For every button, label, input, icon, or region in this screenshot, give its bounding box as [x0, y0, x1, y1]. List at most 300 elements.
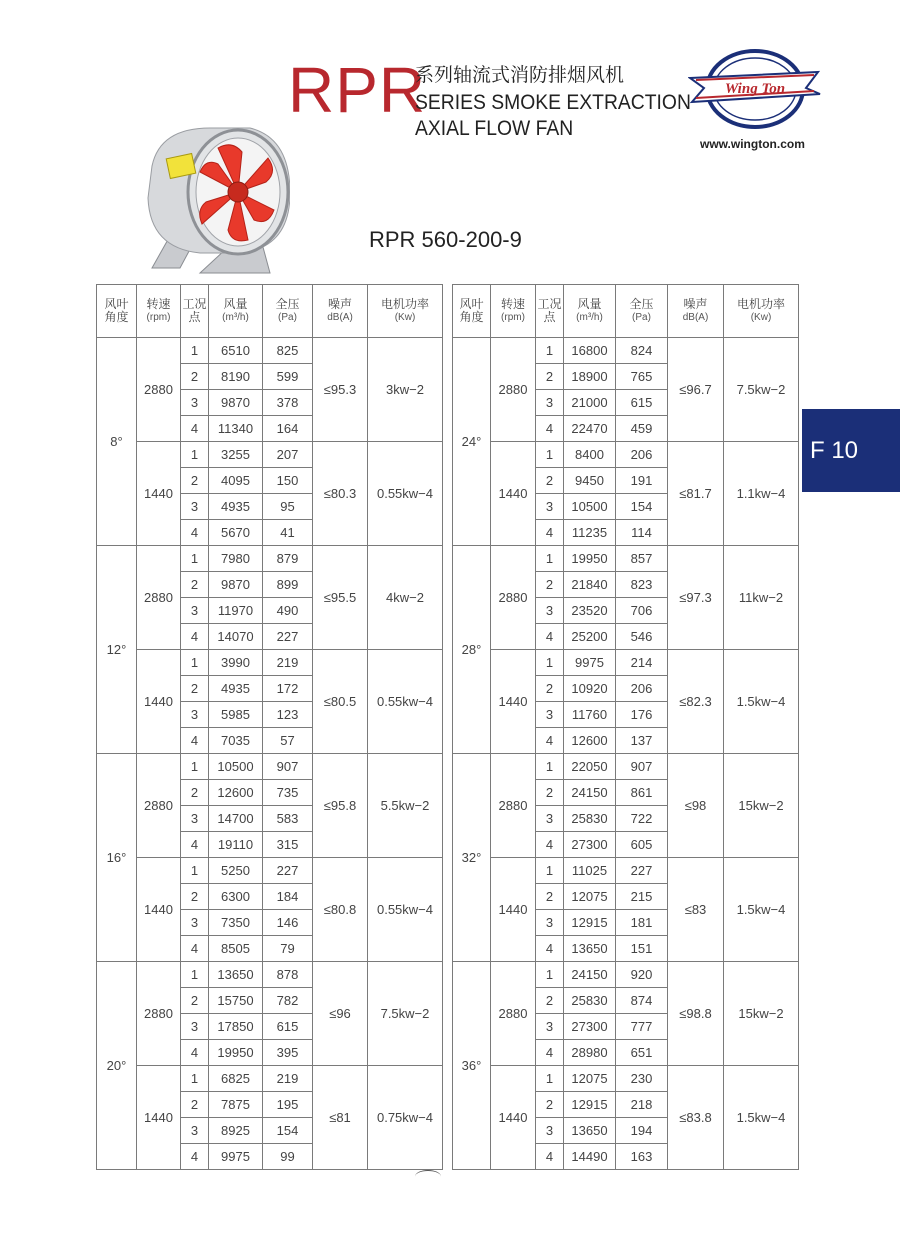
header-en-line1: SERIES SMOKE EXTRACTION	[415, 91, 691, 114]
pressure-cell: 765	[616, 364, 668, 390]
point-cell: 4	[536, 832, 564, 858]
point-cell: 1	[181, 442, 209, 468]
airflow-cell: 12600	[564, 728, 616, 754]
airflow-cell: 12075	[564, 1066, 616, 1092]
airflow-cell: 9450	[564, 468, 616, 494]
column-header	[209, 285, 263, 338]
spec-table-left	[96, 284, 443, 1170]
airflow-cell: 11970	[209, 598, 263, 624]
pressure-cell: 706	[616, 598, 668, 624]
pressure-cell: 907	[616, 754, 668, 780]
airflow-cell: 27300	[564, 832, 616, 858]
point-cell: 1	[536, 650, 564, 676]
column-header-cn: 风量	[223, 297, 248, 311]
column-header-cn: 工况	[182, 297, 207, 311]
speed-cell: 2880	[137, 338, 181, 442]
pressure-cell: 194	[616, 1118, 668, 1144]
point-cell: 1	[181, 338, 209, 364]
airflow-cell: 10500	[209, 754, 263, 780]
pressure-cell: 57	[263, 728, 313, 754]
point-cell: 4	[536, 936, 564, 962]
point-cell: 2	[181, 572, 209, 598]
pressure-cell: 151	[616, 936, 668, 962]
pressure-cell: 861	[616, 780, 668, 806]
point-cell: 4	[181, 1144, 209, 1170]
column-header	[564, 285, 616, 338]
column-header-cn: 电机功率	[736, 297, 785, 311]
point-cell: 1	[181, 546, 209, 572]
airflow-cell: 25830	[564, 806, 616, 832]
point-cell: 3	[536, 494, 564, 520]
point-cell: 3	[536, 702, 564, 728]
point-cell: 3	[181, 390, 209, 416]
airflow-cell: 21000	[564, 390, 616, 416]
pressure-cell: 546	[616, 624, 668, 650]
column-header-cn: 风叶	[459, 297, 484, 311]
airflow-cell: 17850	[209, 1014, 263, 1040]
pressure-cell: 79	[263, 936, 313, 962]
speed-cell: 1440	[491, 650, 536, 754]
airflow-cell: 21840	[564, 572, 616, 598]
point-cell: 1	[181, 962, 209, 988]
motor-power-cell: 7.5kw−2	[368, 962, 443, 1066]
column-header	[313, 285, 368, 338]
speed-cell: 1440	[137, 650, 181, 754]
speed-cell: 1440	[491, 1066, 536, 1170]
motor-power-cell: 1.5kw−4	[724, 1066, 799, 1170]
column-header-unit: (Pa)	[278, 312, 297, 323]
airflow-cell: 15750	[209, 988, 263, 1014]
airflow-cell: 12075	[564, 884, 616, 910]
table-row	[97, 962, 443, 988]
airflow-cell: 9870	[209, 572, 263, 598]
pressure-cell: 206	[616, 442, 668, 468]
column-header-cn: 风叶	[104, 297, 129, 311]
noise-cell: ≤83.8	[668, 1066, 724, 1170]
point-cell: 2	[536, 884, 564, 910]
airflow-cell: 24150	[564, 780, 616, 806]
pressure-cell: 777	[616, 1014, 668, 1040]
column-header-cn: 电机功率	[380, 297, 429, 311]
noise-cell: ≤80.5	[313, 650, 368, 754]
pressure-cell: 227	[263, 624, 313, 650]
point-cell: 2	[181, 468, 209, 494]
point-cell: 1	[536, 338, 564, 364]
point-cell: 2	[181, 780, 209, 806]
point-cell: 2	[181, 884, 209, 910]
column-header-unit: (Pa)	[632, 312, 651, 323]
pressure-cell: 857	[616, 546, 668, 572]
blade-angle-cell: 20°	[97, 962, 137, 1170]
table-row	[453, 962, 799, 988]
blade-angle-cell: 32°	[453, 754, 491, 962]
airflow-cell: 7035	[209, 728, 263, 754]
point-cell: 4	[536, 416, 564, 442]
motor-power-cell: 4kw−2	[368, 546, 443, 650]
airflow-cell: 8925	[209, 1118, 263, 1144]
section-tab: F 10	[802, 409, 900, 492]
header-row	[453, 285, 799, 338]
point-cell: 3	[536, 598, 564, 624]
speed-cell: 2880	[137, 962, 181, 1066]
pressure-cell: 150	[263, 468, 313, 494]
pressure-cell: 218	[616, 1092, 668, 1118]
column-header	[536, 285, 564, 338]
model-title: RPR 560-200-9	[369, 227, 522, 252]
speed-cell: 1440	[137, 858, 181, 962]
point-cell: 3	[181, 598, 209, 624]
motor-power-cell: 3kw−2	[368, 338, 443, 442]
airflow-cell: 13650	[564, 1118, 616, 1144]
point-cell: 2	[536, 1092, 564, 1118]
motor-power-cell: 1.1kw−4	[724, 442, 799, 546]
airflow-cell: 3990	[209, 650, 263, 676]
motor-power-cell: 11kw−2	[724, 546, 799, 650]
column-header	[453, 285, 491, 338]
spec-table-right	[452, 284, 799, 1170]
header-cn-title: 系列轴流式消防排烟风机	[415, 64, 625, 86]
airflow-cell: 22470	[564, 416, 616, 442]
point-cell: 4	[536, 728, 564, 754]
airflow-cell: 7875	[209, 1092, 263, 1118]
noise-cell: ≤81.7	[668, 442, 724, 546]
noise-cell: ≤80.3	[313, 442, 368, 546]
speed-cell: 2880	[491, 338, 536, 442]
airflow-cell: 8400	[564, 442, 616, 468]
point-cell: 3	[536, 1118, 564, 1144]
motor-power-cell: 15kw−2	[724, 754, 799, 858]
speed-cell: 1440	[491, 442, 536, 546]
point-cell: 1	[181, 650, 209, 676]
point-cell: 4	[536, 624, 564, 650]
point-cell: 4	[181, 520, 209, 546]
pressure-cell: 315	[263, 832, 313, 858]
pressure-cell: 583	[263, 806, 313, 832]
pressure-cell: 599	[263, 364, 313, 390]
pressure-cell: 879	[263, 546, 313, 572]
column-header-cn: 噪声	[327, 297, 352, 311]
airflow-cell: 4935	[209, 494, 263, 520]
airflow-cell: 9975	[209, 1144, 263, 1170]
column-header-cn: 风量	[577, 297, 602, 311]
column-header-unit: (m³/h)	[222, 312, 249, 323]
table-row	[453, 650, 799, 676]
blade-angle-cell: 36°	[453, 962, 491, 1170]
airflow-cell: 14700	[209, 806, 263, 832]
pressure-cell: 41	[263, 520, 313, 546]
pressure-cell: 184	[263, 884, 313, 910]
noise-cell: ≤98.8	[668, 962, 724, 1066]
pressure-cell: 907	[263, 754, 313, 780]
pressure-cell: 207	[263, 442, 313, 468]
airflow-cell: 24150	[564, 962, 616, 988]
point-cell: 2	[536, 572, 564, 598]
noise-cell: ≤95.3	[313, 338, 368, 442]
point-cell: 4	[536, 1040, 564, 1066]
pressure-cell: 825	[263, 338, 313, 364]
pressure-cell: 214	[616, 650, 668, 676]
pressure-cell: 899	[263, 572, 313, 598]
speed-cell: 2880	[491, 754, 536, 858]
point-cell: 3	[181, 1118, 209, 1144]
table-row	[453, 338, 799, 364]
noise-cell: ≤82.3	[668, 650, 724, 754]
point-cell: 4	[181, 416, 209, 442]
airflow-cell: 22050	[564, 754, 616, 780]
pressure-cell: 824	[616, 338, 668, 364]
column-header-unit: (Kw)	[750, 312, 772, 323]
airflow-cell: 6510	[209, 338, 263, 364]
column-header	[724, 285, 799, 338]
speed-cell: 2880	[137, 754, 181, 858]
pressure-cell: 95	[263, 494, 313, 520]
airflow-cell: 5985	[209, 702, 263, 728]
airflow-cell: 25200	[564, 624, 616, 650]
airflow-cell: 28980	[564, 1040, 616, 1066]
airflow-cell: 9870	[209, 390, 263, 416]
column-header-cn2: 角度	[459, 310, 484, 324]
column-header-cn: 工况	[537, 297, 562, 311]
point-cell: 4	[181, 936, 209, 962]
point-cell: 2	[536, 468, 564, 494]
airflow-cell: 18900	[564, 364, 616, 390]
noise-cell: ≤83	[668, 858, 724, 962]
pressure-cell: 206	[616, 676, 668, 702]
pressure-cell: 378	[263, 390, 313, 416]
pressure-cell: 99	[263, 1144, 313, 1170]
airflow-cell: 14490	[564, 1144, 616, 1170]
pressure-cell: 227	[616, 858, 668, 884]
column-header-unit: (rpm)	[146, 312, 171, 323]
airflow-cell: 27300	[564, 1014, 616, 1040]
point-cell: 1	[536, 858, 564, 884]
point-cell: 1	[536, 962, 564, 988]
noise-cell: ≤81	[313, 1066, 368, 1170]
speed-cell: 2880	[491, 962, 536, 1066]
column-header-unit: dB(A)	[327, 312, 353, 323]
airflow-cell: 3255	[209, 442, 263, 468]
point-cell: 1	[181, 1066, 209, 1092]
point-cell: 1	[536, 754, 564, 780]
column-header-cn2: 点	[543, 310, 556, 324]
pressure-cell: 615	[263, 1014, 313, 1040]
airflow-cell: 8505	[209, 936, 263, 962]
point-cell: 2	[181, 364, 209, 390]
pressure-cell: 490	[263, 598, 313, 624]
pressure-cell: 172	[263, 676, 313, 702]
motor-power-cell: 0.75kw−4	[368, 1066, 443, 1170]
pressure-cell: 782	[263, 988, 313, 1014]
pressure-cell: 114	[616, 520, 668, 546]
point-cell: 4	[536, 1144, 564, 1170]
airflow-cell: 5670	[209, 520, 263, 546]
airflow-cell: 12915	[564, 1092, 616, 1118]
airflow-cell: 13650	[564, 936, 616, 962]
blade-angle-cell: 8°	[97, 338, 137, 546]
speed-cell: 1440	[491, 858, 536, 962]
airflow-cell: 10500	[564, 494, 616, 520]
point-cell: 4	[181, 624, 209, 650]
airflow-cell: 14070	[209, 624, 263, 650]
table-row	[97, 1066, 443, 1092]
pressure-cell: 123	[263, 702, 313, 728]
point-cell: 2	[536, 364, 564, 390]
column-header	[491, 285, 536, 338]
speed-cell: 1440	[137, 442, 181, 546]
wington-logo	[688, 48, 822, 130]
point-cell: 1	[181, 858, 209, 884]
pressure-cell: 215	[616, 884, 668, 910]
point-cell: 2	[536, 988, 564, 1014]
motor-power-cell: 7.5kw−2	[724, 338, 799, 442]
noise-cell: ≤96.7	[668, 338, 724, 442]
header-row	[97, 285, 443, 338]
motor-power-cell: 0.55kw−4	[368, 650, 443, 754]
point-cell: 2	[181, 676, 209, 702]
point-cell: 1	[536, 1066, 564, 1092]
table-row	[97, 650, 443, 676]
website: www.wington.com	[700, 137, 805, 151]
noise-cell: ≤98	[668, 754, 724, 858]
table-row	[453, 546, 799, 572]
fan-product-image	[140, 118, 290, 278]
pressure-cell: 874	[616, 988, 668, 1014]
speed-cell: 1440	[137, 1066, 181, 1170]
point-cell: 2	[536, 676, 564, 702]
pressure-cell: 651	[616, 1040, 668, 1066]
page-mark	[415, 1170, 441, 1183]
table-row	[97, 338, 443, 364]
airflow-cell: 25830	[564, 988, 616, 1014]
blade-angle-cell: 12°	[97, 546, 137, 754]
blade-angle-cell: 28°	[453, 546, 491, 754]
pressure-cell: 920	[616, 962, 668, 988]
point-cell: 3	[536, 1014, 564, 1040]
pressure-cell: 219	[263, 650, 313, 676]
noise-cell: ≤95.5	[313, 546, 368, 650]
airflow-cell: 12600	[209, 780, 263, 806]
airflow-cell: 11760	[564, 702, 616, 728]
point-cell: 4	[181, 1040, 209, 1066]
airflow-cell: 16800	[564, 338, 616, 364]
pressure-cell: 164	[263, 416, 313, 442]
motor-power-cell: 1.5kw−4	[724, 858, 799, 962]
airflow-cell: 19110	[209, 832, 263, 858]
point-cell: 3	[536, 390, 564, 416]
column-header-unit: dB(A)	[682, 312, 709, 323]
pressure-cell: 163	[616, 1144, 668, 1170]
header-en-line2: AXIAL FLOW FAN	[415, 117, 574, 140]
airflow-cell: 12915	[564, 910, 616, 936]
table-header	[97, 285, 443, 338]
noise-cell: ≤96	[313, 962, 368, 1066]
pressure-cell: 154	[263, 1118, 313, 1144]
column-header	[137, 285, 181, 338]
table-row	[97, 754, 443, 780]
point-cell: 1	[536, 442, 564, 468]
noise-cell: ≤95.8	[313, 754, 368, 858]
point-cell: 1	[181, 754, 209, 780]
blade-angle-cell: 24°	[453, 338, 491, 546]
point-cell: 3	[181, 702, 209, 728]
column-header-unit: (Kw)	[394, 312, 416, 323]
blade-angle-cell: 16°	[97, 754, 137, 962]
motor-power-cell: 0.55kw−4	[368, 442, 443, 546]
airflow-cell: 23520	[564, 598, 616, 624]
airflow-cell: 4935	[209, 676, 263, 702]
airflow-cell: 9975	[564, 650, 616, 676]
table-row	[453, 858, 799, 884]
pressure-cell: 191	[616, 468, 668, 494]
airflow-cell: 7350	[209, 910, 263, 936]
column-header-cn2: 角度	[104, 310, 129, 324]
column-header	[263, 285, 313, 338]
table-row	[97, 858, 443, 884]
point-cell: 4	[181, 728, 209, 754]
header-rpr: RPR	[288, 54, 427, 126]
table-row	[453, 442, 799, 468]
column-header	[616, 285, 668, 338]
airflow-cell: 10920	[564, 676, 616, 702]
airflow-cell: 8190	[209, 364, 263, 390]
point-cell: 3	[181, 806, 209, 832]
airflow-cell: 4095	[209, 468, 263, 494]
airflow-cell: 11025	[564, 858, 616, 884]
pressure-cell: 459	[616, 416, 668, 442]
pressure-cell: 823	[616, 572, 668, 598]
pressure-cell: 227	[263, 858, 313, 884]
airflow-cell: 19950	[209, 1040, 263, 1066]
table-row	[97, 546, 443, 572]
airflow-cell: 13650	[209, 962, 263, 988]
airflow-cell: 6825	[209, 1066, 263, 1092]
pressure-cell: 137	[616, 728, 668, 754]
point-cell: 2	[181, 1092, 209, 1118]
column-header	[181, 285, 209, 338]
column-header-cn: 噪声	[683, 297, 708, 311]
column-header-unit: (m³/h)	[576, 312, 603, 323]
motor-power-cell: 5.5kw−2	[368, 754, 443, 858]
pressure-cell: 395	[263, 1040, 313, 1066]
logo-text: Wing Ton	[724, 81, 786, 97]
point-cell: 3	[181, 910, 209, 936]
motor-power-cell: 1.5kw−4	[724, 650, 799, 754]
point-cell: 3	[536, 910, 564, 936]
motor-power-cell: 15kw−2	[724, 962, 799, 1066]
table-row	[97, 442, 443, 468]
column-header-cn: 转速	[146, 297, 171, 311]
motor-power-cell: 0.55kw−4	[368, 858, 443, 962]
pressure-cell: 181	[616, 910, 668, 936]
table-row	[453, 754, 799, 780]
pressure-cell: 219	[263, 1066, 313, 1092]
column-header-cn: 转速	[500, 297, 525, 311]
airflow-cell: 11340	[209, 416, 263, 442]
point-cell: 3	[536, 806, 564, 832]
column-header	[668, 285, 724, 338]
pressure-cell: 176	[616, 702, 668, 728]
airflow-cell: 6300	[209, 884, 263, 910]
noise-cell: ≤97.3	[668, 546, 724, 650]
pressure-cell: 154	[616, 494, 668, 520]
speed-cell: 2880	[137, 546, 181, 650]
point-cell: 4	[181, 832, 209, 858]
pressure-cell: 195	[263, 1092, 313, 1118]
pressure-cell: 735	[263, 780, 313, 806]
noise-cell: ≤80.8	[313, 858, 368, 962]
column-header-cn2: 点	[188, 310, 201, 324]
point-cell: 3	[181, 1014, 209, 1040]
